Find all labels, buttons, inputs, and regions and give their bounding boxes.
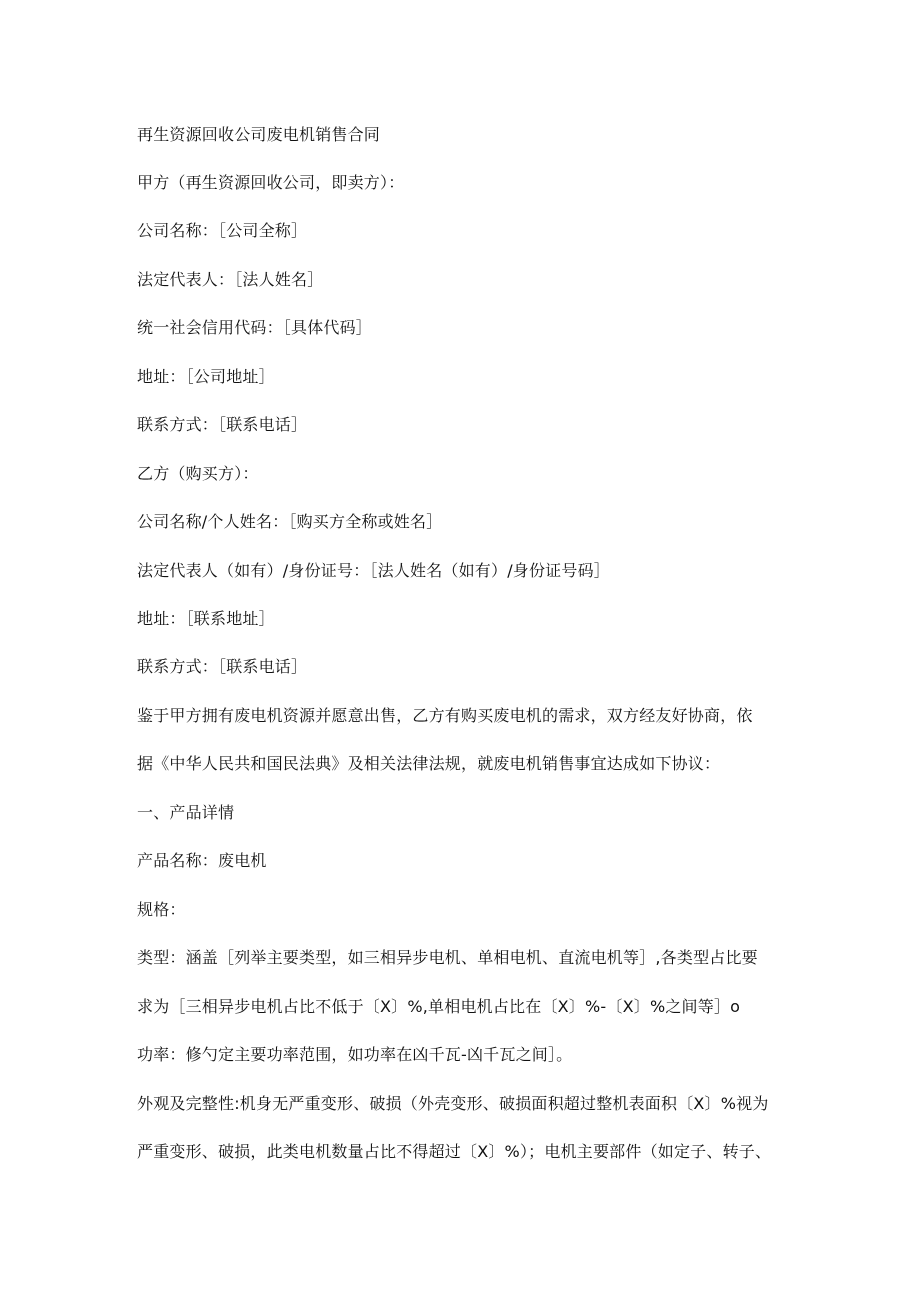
party-b-contact: 联系方式：［联系电话］ [137,657,308,676]
party-a-address: 地址：［公司地址］ [137,367,275,386]
party-b-name: 公司名称/个人姓名：［购买方全称或姓名］ [137,512,443,531]
section-1-heading: 一、产品详情 [137,803,235,822]
party-a-heading: 甲方（再生资源回收公司，即卖方）： [137,173,405,192]
party-b-legal-representative: 法定代表人（如有）/身份证号：［法人姓名（如有）/身份证号码］ [137,561,610,580]
type-line-2: 求为［三相异步电机占比不低于〔X〕%,单相电机占比在〔X〕%-〔X〕%之间等］o [137,997,741,1016]
party-a-legal-representative: 法定代表人：［法人姓名］ [137,270,324,289]
appearance-line-1: 外观及完整性:机身无严重变形、破损（外壳变形、破损面积超过整机表面积〔X〕%视为 [137,1094,769,1113]
party-a-credit-code: 统一社会信用代码：［具体代码］ [137,318,373,337]
power-line: 功率：修勺定主要功率范围，如功率在凶千瓦-凶千瓦之间］。 [137,1045,573,1064]
preamble-line-2: 据《中华人民共和国民法典》及相关法律法规，就废电机销售事宜达成如下协议： [137,754,721,773]
appearance-line-2: 严重变形、破损，此类电机数量占比不得超过〔X〕%）；电机主要部件（如定子、转子、 [137,1142,772,1161]
type-line-1: 类型：涵盖［列举主要类型，如三相异步电机、单相电机、直流电机等］,各类型占比要 [137,948,758,967]
preamble-line-1: 鉴于甲方拥有废电机资源并愿意出售，乙方有购买废电机的需求，双方经友好协商，依 [137,706,753,725]
party-a-company-name: 公司名称：［公司全称］ [137,221,308,240]
party-b-heading: 乙方（购买方）： [137,464,259,483]
contract-title: 再生资源回收公司废电机销售合同 [137,125,381,144]
product-name: 产品名称：废电机 [137,851,267,870]
party-b-address: 地址：［联系地址］ [137,609,275,628]
party-a-contact: 联系方式：［联系电话］ [137,415,308,434]
specification-label: 规格： [137,900,186,919]
